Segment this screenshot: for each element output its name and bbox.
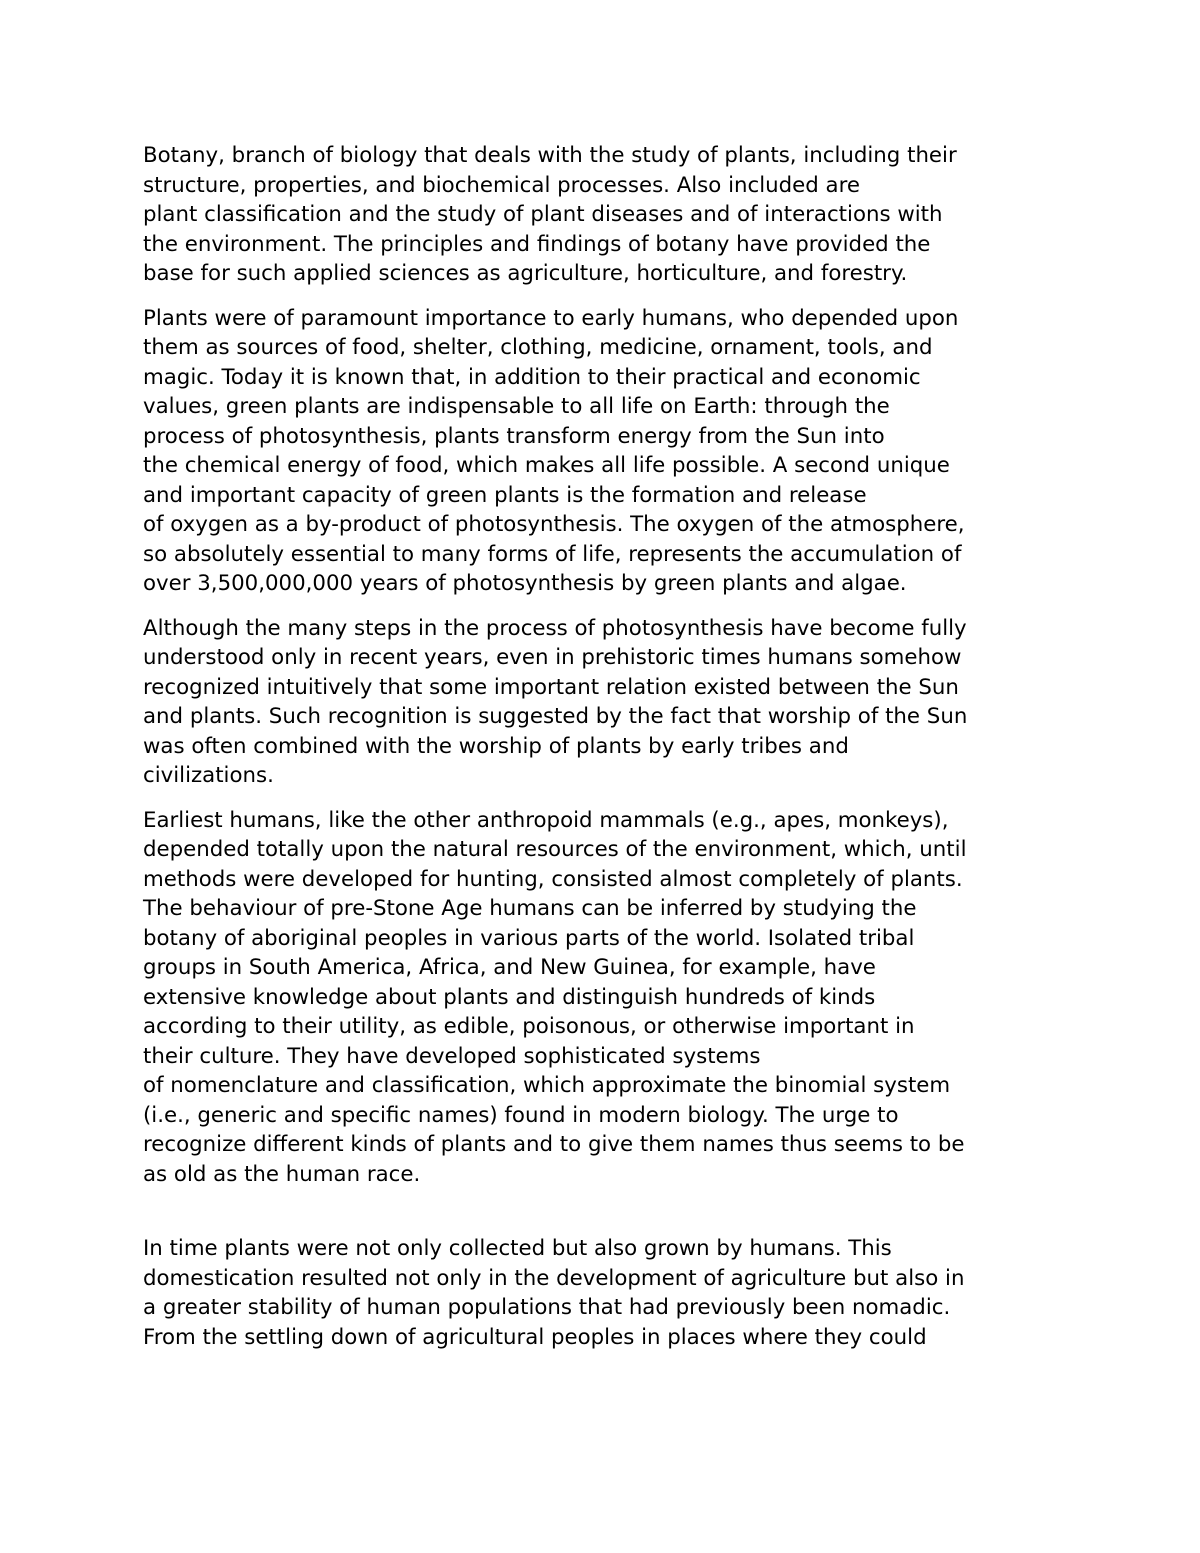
paragraph-plant-importance: Plants were of paramount importance to early humans, who depended upon them as sources of food, shelter, clothing, medicine, ornament, tools, and magic. Today it is known that, in addition to their practical and economic values, green plants are indispensable to all life on Earth: through the process of photosynthesis, plants transform energy from the Sun into the chemical energy of food, which makes all life possible. A second unique and important capacity of green plants is the formation and release of oxygen as a by-product of photosynthesis. The oxygen of the atmosphere, so absolutely essential to many forms of life, represents the accumulation of over 3,500,000,000 years of photosynthesis by green plants and algae.	[143, 305, 965, 596]
document-body	[143, 141, 1073, 1367]
paragraph-botany-definition: Botany, branch of biology that deals with the study of plants, including their structure, properties, and biochemical processes. Also included are plant classification and the study of plant diseases and of interactions with the environment. The principles and findings of botany have provided the base for such applied sciences as agriculture, horticulture, and forestry.	[143, 143, 957, 286]
paragraph-photosynthesis-recognition: Although the many steps in the process of photosynthesis have become fully understood only in recent years, even in prehistoric times humans somehow recognized intuitively that some important relation existed between the Sun and plants. Such recognition is suggested by the fact that worship of the Sun was often combined with the worship of plants by early tribes and civilizations.	[143, 615, 968, 788]
paragraph-earliest-humans: Earliest humans, like the other anthropoid mammals (e.g., apes, monkeys), depended totally upon the natural resources of the environment, which, until methods were developed for hunting, consisted almost completely of plants. The behaviour of pre-Stone Age humans can be inferred by studying the botany of aboriginal peoples in various parts of the world. Isolated tribal groups in South America, Africa, and New Guinea, for example, have extensive knowledge about plants and distinguish hundreds of kinds according to their utility, as edible, poisonous, or otherwise important in their culture. They have developed sophisticated systems of nomenclature and classification, which approximate the binomial system (i.e., generic and specific names) found in modern biology. The urge to recognize different kinds of plants and to give them names thus seems to be as old as the human race.	[143, 807, 967, 1187]
paragraph-domestication: In time plants were not only collected but also grown by humans. This domestication resulted not only in the development of agriculture but also in a greater stability of human populations that had previously been nomadic. From the settling down of agricultural peoples in places where they could	[143, 1236, 965, 1350]
